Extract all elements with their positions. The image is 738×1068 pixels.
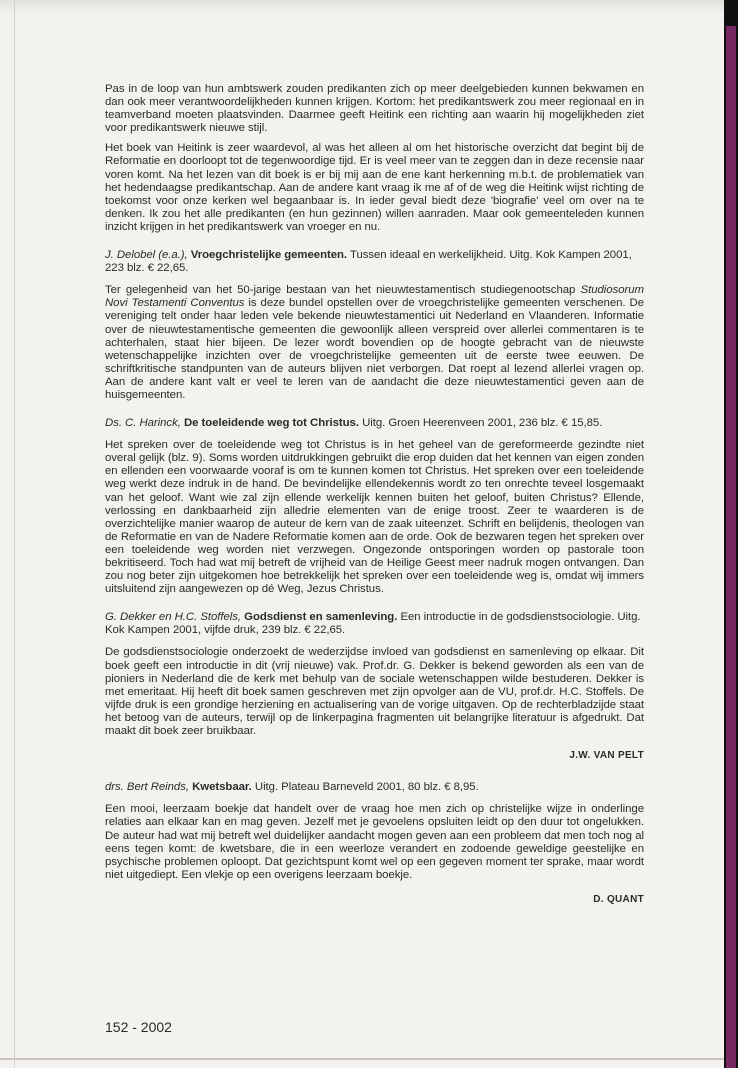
review-1-title: Vroegchristelijke gemeenten. [190, 249, 348, 262]
scan-edge [14, 0, 15, 1068]
review-4-body: Een mooi, leerzaam boekje dat handelt over de vraag hoe men zich op christelijke wijze in onderlinge relaties aan elkaar kan en mag geven. Jezelf met je gevoelens opsluiten leidt op den duur tot ongelukken. De auteur had wat mij betreft wel duidelijker aandacht mogen geven aan een probleem dat men toch nog al eens tegen komt: de kwetsbare, die in een weerloze verandert en zodoende geweldige geestelijke en psychische problemen oploopt. Dat gezichtspunt komt wel op een gegeven moment ter sprake, maar wordt niet uitgediept. Een vlekje op een overigens leerzaam boekje. [105, 803, 644, 881]
review-2-reference [105, 417, 644, 430]
intro-paragraph-1: Pas in de loop van hun ambtswerk zouden predikanten zich op meer deelgebieden kunnen bekwamen en dan ook meer verantwoordelijkheden kunnen krijgen. Kortom: het predikantswerk zou meer regionaal en in teamverband moeten plaatsvinden. Daarmee geeft Heitink een richting aan waarin hij mogelijkheden ziet voor predikantswerk nieuwe stijl. [105, 83, 644, 135]
reviewer-signature-2: D. QUANT [593, 893, 644, 905]
scan-top-shadow [0, 0, 724, 14]
review-3-details: Een introductie in de godsdienstsociologie. Uitg. Kok Kampen 2001, vijfde druk, 239 blz. € 22,65. [105, 611, 641, 637]
review-3-author: G. Dekker en H.C. Stoffels, [105, 611, 242, 624]
review-4-title: Kwetsbaar. [192, 781, 252, 794]
review-2-body: Het spreken over de toeleidende weg tot Christus is in het geheel van de gereformeerde gezindte niet overal gelijk (blz. 9). Soms worden uitdrukkingen gebruikt die erop duiden dat het kennen van eigen zonden en ellenden een voorwaarde vooraf is om te kunnen komen tot Christus. Het spreken over een toeleidende weg werkt deze indruk in de hand. De bevindelijke ellendekennis wordt zo ten onrechte teveel losgemaakt van het geloof. Want wie zal zijn ellende werkelijk kennen buiten het geloof, buiten Christus? Ellende, verlossing en dankbaarheid zijn alledrie elementen van de enige troost. Zeer te waarderen is de overzichtelijke manier waarop de auteur de kern van de zaak uiteenzet. Schrift en belijdenis, theologen van de Reformatie en van de Nadere Reformatie komen aan de orde. Ook de bezwaren tegen het spreken over een toeleidende weg worden niet verzwegen. Ongezonde ontsporingen worden op pastorale toon bekritiseerd. Toch had wat mij betreft de vrijheid van de Heilige Geest meer nadruk mogen ontvangen. Dan zou nog beter zijn uitgekomen hoe betrekkelijk het spreken over een toeleidende weg is, omdat wij immers uitsluitend zijn aangewezen op dé Weg, Jezus Christus. [105, 439, 644, 596]
review-1-society-name: Studiosorum Novi Testamenti Conventus [105, 284, 644, 310]
review-4-author: drs. Bert Reinds, [105, 781, 189, 794]
review-1-details: Tussen ideaal en werkelijkheid. Uitg. Kok Kampen 2001, 223 blz. € 22,65. [105, 249, 632, 275]
review-1-body-start: Ter gelegenheid van het 50-jarige bestaan van het nieuwtestamentisch studiegenootschap [105, 284, 576, 297]
spine-color-strip [726, 26, 736, 1068]
review-1-reference [105, 249, 644, 275]
article-body [105, 83, 644, 925]
review-3-body: De godsdienstsociologie onderzoekt de wederzijdse invloed van godsdienst en samenleving op elkaar. Dit boek geeft een introductie in dit (vrij nieuwe) vak. Prof.dr. G. Dekker is bekend geworden als een van de pioniers in Nederland die de kerk met behulp van de sociale wetenschappen wilde bestuderen. Dekker is met emeritaat. Hij heeft dit boek samen geschreven met zijn opvolger aan de VU, prof.dr. H.C. Stoffels. De vijfde druk is een grondige herziening en actualisering van de vorige uitgaven. Op de rechterbladzijde staat het betoog van de auteurs, terwijl op de linkerpagina fragmenten uit belangrijke literatuur is afgedrukt. Dat maakt dit boek zeer bruikbaar. [105, 646, 644, 738]
review-3-title: Godsdienst en samenleving. [244, 611, 398, 624]
review-4-reference [105, 781, 644, 794]
review-1-author: J. Delobel (e.a.), [105, 249, 188, 262]
intro-paragraph-2: Het boek van Heitink is zeer waardevol, al was het alleen al om het historische overzicht dat begint bij de Reformatie en doorloopt tot de tegenwoordige tijd. Er is veel meer van te zeggen dan in deze recensie naar voren komt. Na het lezen van dit boek is er bij mij aan de ene kant herkenning m.b.t. de problematiek van het hedendaagse predikantschap. Aan de andere kant vraag ik me af of de weg die Heitink wijst richting de toekomst voor onze kerken wel begaanbaar is. In ieder geval biedt deze 'biografie' veel om over na te denken. Ik zou het alle predikanten (en hun gezinnen) willen aanraden. Maar ook gemeenteleden kunnen inzicht krijgen in het predikantswerk van vroeger en nu. [105, 142, 644, 233]
scan-bottom-edge [0, 1058, 724, 1060]
review-1-body [105, 284, 644, 402]
review-3-reference [105, 611, 644, 637]
review-4-details: Uitg. Plateau Barneveld 2001, 80 blz. € 8,95. [254, 781, 479, 794]
review-2-details: Uitg. Groen Heerenveen 2001, 236 blz. € 15,85. [362, 417, 603, 430]
review-2-author: Ds. C. Harinck, [105, 417, 181, 430]
review-1-body-end: is deze bundel opstellen over de vroegchristelijke gemeenten verschenen. De vereniging telt onder haar leden vele bekende nieuwtestamentici uit Nederland en Vlaanderen. Informatie over de nieuwtestamentische gemeenten die gewoonlijk alleen verspreid over allerlei commentaren is te achterhalen, staat hier bijeen. De lezer wordt bovendien op de hoogte gebracht van de nieuwste wetenschappelijke inzichten over de vroegchristelijke gemeenten uit de eerste twee eeuwen. De schriftkritische standpunten van de auteurs blijven niet verborgen. Dat roept al lezend allerlei vragen op. Aan de andere kant valt er veel te leren van de aandacht die deze nieuwtestamentici geven aan de huisgemeenten. [105, 297, 644, 401]
reviewer-signature-1: J.W. VAN PELT [569, 750, 644, 762]
review-2-title: De toeleidende weg tot Christus. [183, 417, 359, 430]
page-number: 152 - 2002 [105, 1019, 172, 1035]
